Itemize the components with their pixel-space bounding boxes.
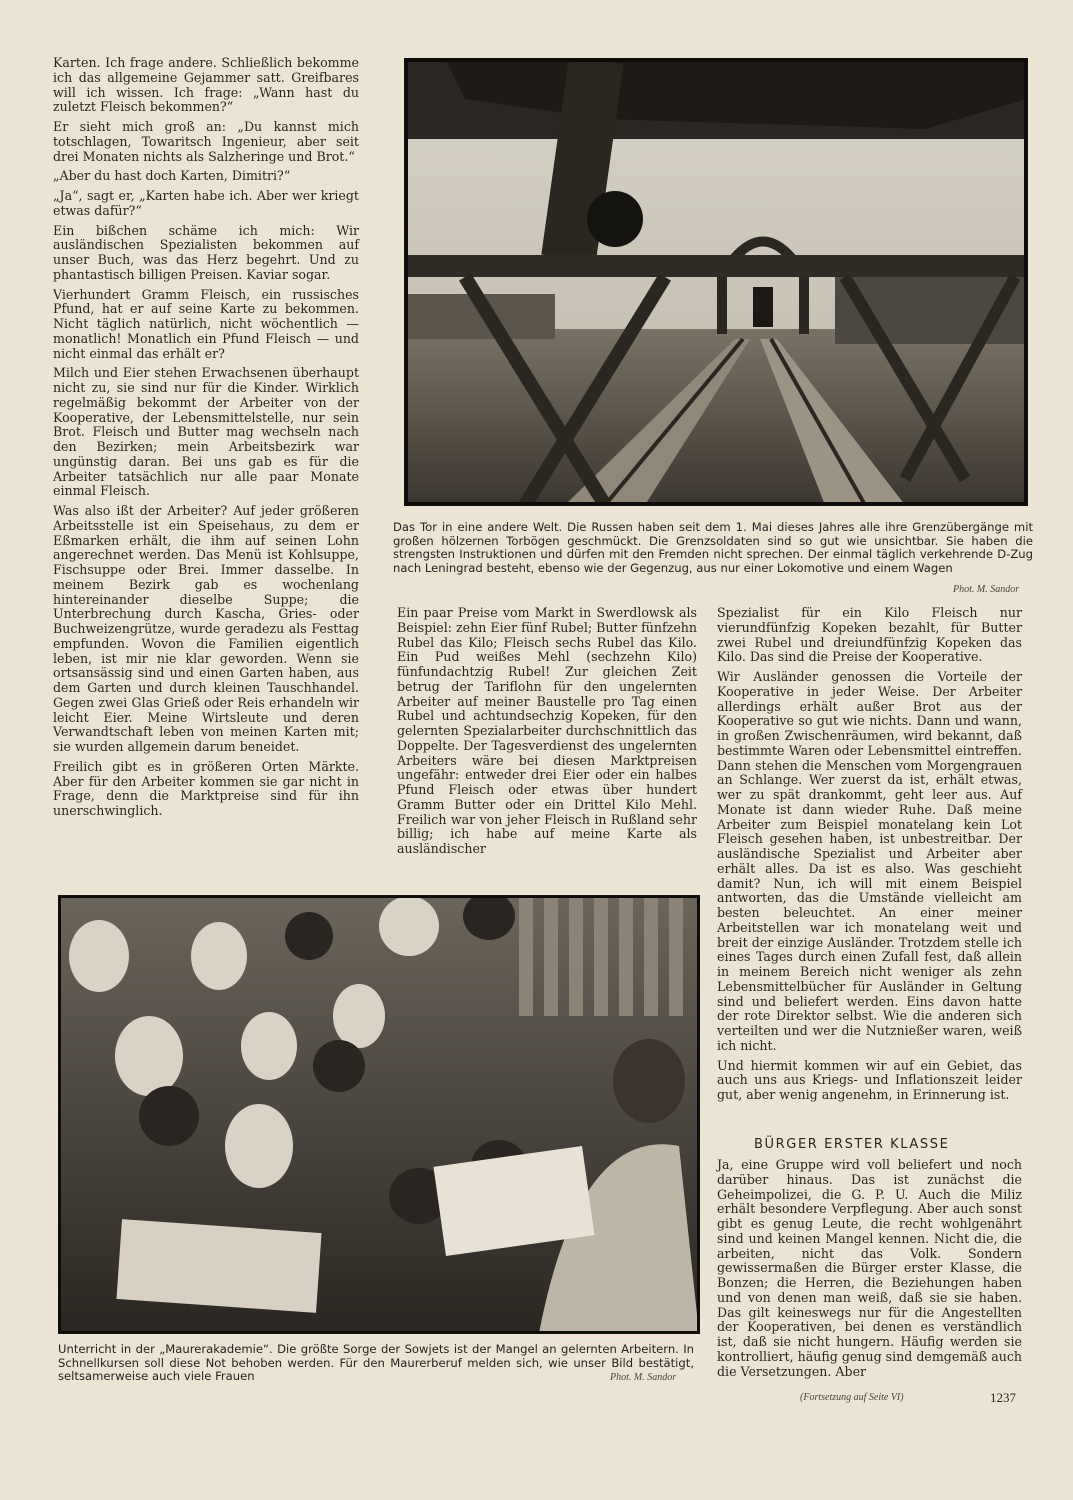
paragraph: Ein bißchen schäme ich mich: Wir ausländischen Spezialisten bekommen auf unser Buch, was das Herz begehrt. Und zu phantastisch billigen Preisen. Kaviar sogar. bbox=[53, 222, 359, 282]
border-gate-photo-credit: Phot. M. Sandor bbox=[953, 584, 1020, 595]
border-gate-caption: Das Tor in eine andere Welt. Die Russen haben seit dem 1. Mai dieses Jahres alle ihre Grenzübergänge mit großen hölzernen Torbögen geschmückt. Die Grenzsoldaten sind so gut wie unsichtbar. Sie haben die strengsten Instruktionen und dürfen mit den Fremden nicht sprechen. Der einmal täglich verkehrende D-Zug nach Leningrad besteht, ebenso wie der Gegenzug, aus nur einer Lokomotive und einem Wagen bbox=[393, 520, 1033, 575]
page-number: 1237 bbox=[990, 1390, 1016, 1405]
article-column-2 bbox=[397, 606, 697, 862]
masonry-class-caption: Unterricht in der „Maurerakademie“. Die größte Sorge der Sowjets ist der Mangel an gelernten Arbeitern. In Schnellkursen soll diese Not behoben werden. Für den Maurerberuf melden sich, wie unser Bild bestätigt, seltsamerweise auch viele Frauen bbox=[58, 1342, 694, 1384]
paragraph: Was also ißt der Arbeiter? Auf jeder größeren Arbeitsstelle ist ein Speisehaus, zu dem er Eßmarken erhält, die ihm auf seinen Lohn angerechnet werden. Das Menü ist Kohlsuppe, Fischsuppe oder Brei. Immer dasselbe. In meinem Bezirk gab es wochenlang hintereinander dieselbe Suppe; die Unterbrechung durch Kascha, Gries- oder Buchweizengrütze, wurde geradezu als Festtag empfunden. Wovon die Familien eigentlich leben, ist mir nie klar geworden. Wenn sie ortsansässig sind und einen Garten haben, aus dem Garten und durch kleinen Tauschhandel. Gegen zwei Glas Grieß oder Reis erhandeln wir leicht Eier. Meine Wirtsleute und deren Verwandtschaft leben von meinen Karten mit; sie wurden allgemein darum beneidet. bbox=[53, 503, 359, 754]
paragraph: Wir Ausländer genossen die Vorteile der Kooperative in jeder Weise. Der Arbeiter allerdings erhält außer Brot aus der Kooperative so gut wie nichts. Dann und wann, in großen Zwischenräumen, wird bekannt, daß bestimmte Waren oder Lebensmittel eintreffen. Dann stehen die Menschen vom Morgengrauen an Schlange. Wer zuerst da ist, erhält etwas, wer zu spät drankommt, geht leer aus. Auf Monate ist dann wieder Ruhe. Daß meine Arbeiter zum Beispiel monatelang kein Lot Fleisch gesehen haben, ist unbestreitbar. Der ausländische Spezialist und Arbeiter aber erhält alles. Da ist es also. Was geschieht damit? Nun, ich will mit einem Beispiel antworten, das die Umstände vielleicht am besten beleuchtet. An einer meiner Arbeitstellen war ich monatelang weit und breit der einzige Ausländer. Trotzdem stelle ich eines Tages durch einen Zufall fest, daß allein in meinem Bereich nicht weniger als zehn Lebensmittelbücher für Ausländer in Geltung sind und beliefert werden. Eins davon hatte der rote Direktor selbst. Wie die anderen sich verteilten und wer die Nutznießer waren, weiß ich nicht. bbox=[717, 669, 1022, 1053]
paragraph: Milch und Eier stehen Erwachsenen überhaupt nicht zu, sie sind nur für die Kinder. Wirklich regelmäßig bekommt der Arbeiter von der Kooperative, der Lebensmittelstelle, nur sein Brot. Fleisch und Butter mag wechseln nach den Bezirken; mein Arbeitsbezirk war ungünstig daran. Bei uns gab es für die Arbeiter tatsächlich nur alle paar Monate einmal Fleisch. bbox=[53, 365, 359, 499]
paragraph: Karten. Ich frage andere. Schließlich bekomme ich das allgemeine Gejammer satt. Greifbares will ich wissen. Ich frage: „Wann hast du zuletzt Fleisch bekommen?“ bbox=[53, 55, 359, 115]
border-gate-illustration bbox=[405, 59, 1027, 505]
paragraph: Spezialist für ein Kilo Fleisch nur vierundfünfzig Kopeken bezahlt, für Butter zwei Rubel und dreiundfünfzig Kopeken das Kilo. Das sind die Preise der Kooperative. bbox=[717, 605, 1022, 665]
paragraph: Ein paar Preise vom Markt in Swerdlowsk als Beispiel: zehn Eier fünf Rubel; Butter fünfzehn Rubel das Kilo; Fleisch sechs Rubel das Kilo. Ein Pud weißes Mehl (sechzehn Kilo) fünfundachtzig Rubel! Zur gleichen Zeit betrug der Tariflohn für den ungelernten Arbeiter auf meiner Baustelle pro Tag einen Rubel und achtundsechzig Kopeken, für den gelernten Spezialarbeiter durchschnittlich das Doppelte. Der Tagesverdienst des ungelernten Arbeiters wäre bei diesen Marktpreisen ungefähr: entweder drei Eier oder ein halbes Pfund Fleisch oder etwas über hundert Gramm Butter oder ein Drittel Kilo Mehl. Freilich war von jeher Fleisch in Rußland sehr billig; ich habe auf meine Karte als ausländischer bbox=[397, 605, 697, 856]
masonry-class-photo bbox=[58, 895, 700, 1334]
section-heading: BÜRGER ERSTER KLASSE bbox=[754, 1137, 950, 1152]
continuation-note: (Fortsetzung auf Seite VI) bbox=[800, 1392, 904, 1403]
masonry-class-photo-credit: Phot. M. Sandor bbox=[610, 1372, 677, 1383]
paragraph: Freilich gibt es in größeren Orten Märkte. Aber für den Arbeiter kommen sie gar nicht in Frage, denn die Marktpreise sind für ihn unerschwinglich. bbox=[53, 758, 359, 818]
paragraph: „Aber du hast doch Karten, Dimitri?“ bbox=[53, 168, 291, 184]
article-column-3-continued bbox=[717, 1158, 1022, 1384]
border-gate-photo bbox=[404, 58, 1028, 506]
paragraph: „Ja“, sagt er, „Karten habe ich. Aber wer kriegt etwas dafür?“ bbox=[53, 188, 359, 218]
masonry-class-illustration bbox=[59, 896, 699, 1333]
paragraph: Vierhundert Gramm Fleisch, ein russisches Pfund, hat er auf seine Karte zu bekommen. Nicht täglich natürlich, nicht wöchentlich — monatlich! Monatlich ein Pfund Fleisch — und nicht einmal das erhält er? bbox=[53, 286, 359, 361]
article-column-1 bbox=[53, 56, 359, 824]
paragraph: Er sieht mich groß an: „Du kannst mich totschlagen, Towaritsch Ingenieur, aber seit drei Monaten nichts als Salzheringe und Brot.“ bbox=[53, 119, 359, 164]
article-column-3 bbox=[717, 606, 1022, 1108]
paragraph: Ja, eine Gruppe wird voll beliefert und noch darüber hinaus. Das ist zunächst die Geheimpolizei, die G. P. U. Auch die Miliz erhält besondere Verpflegung. Aber auch sonst gibt es genug Leute, die recht wohlgenährt sind und keinen Mangel kennen. Nicht die, die arbeiten, nicht das Volk. Sondern gewissermaßen die Bürger erster Klasse, die Bonzen; die Herren, die Beziehungen haben und von denen man weiß, daß sie sie haben. Das gilt keineswegs nur für die Angestellten der Kooperativen, bei denen es verständlich ist, daß sie nicht hungern. Häufig werden sie kontrolliert, häufig genug sind demgemäß auch die Versetzungen. Aber bbox=[717, 1157, 1022, 1379]
paragraph: Und hiermit kommen wir auf ein Gebiet, das auch uns aus Kriegs- und Inflationszeit leider gut, aber wenig angenehm, in Erinnerung ist. bbox=[717, 1057, 1022, 1102]
